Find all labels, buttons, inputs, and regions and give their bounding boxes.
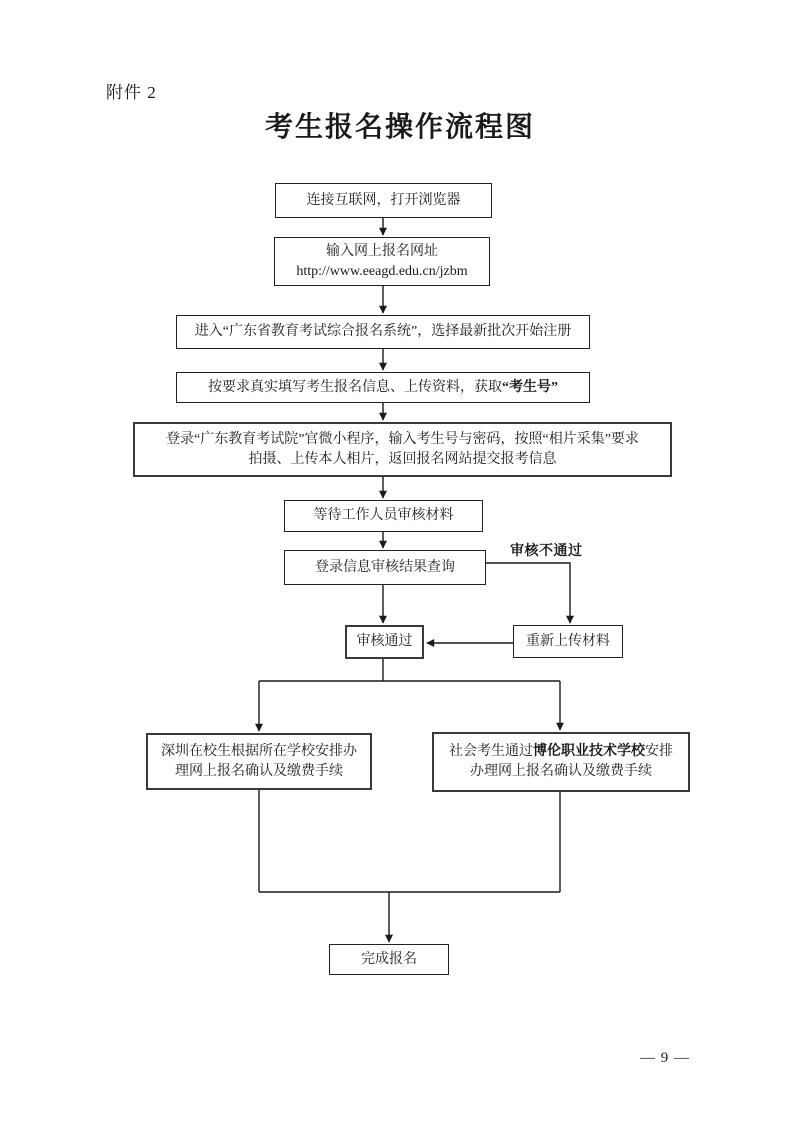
node-text-bold: “考生号”	[502, 379, 558, 395]
node-text-line2: 办理网上报名确认及缴费手续	[470, 764, 652, 779]
node-text-line1: 输入网上报名网址	[326, 243, 438, 259]
node-text: 等待工作人员审核材料	[313, 508, 454, 524]
flow-node-fill-info	[176, 372, 590, 403]
node-text-line2: 拍摄、上传本人相片，返回报名网站提交报考信息	[248, 451, 557, 467]
node-text-line2: 理网上报名确认及缴费手续	[175, 763, 343, 779]
node-text-line1: 登录“广东教育考试院”官微小程序，输入考生号与密码，按照“相片采集”要求	[166, 431, 639, 447]
attachment-label: 附件 2	[106, 83, 157, 102]
flow-node-enter-system	[176, 315, 590, 349]
flow-node-wait-review	[284, 500, 483, 532]
flow-node-reupload	[513, 625, 623, 658]
node-text: 进入“广东省教育考试综合报名系统”，选择最新批次开始注册	[194, 324, 572, 340]
page-number: — 9 —	[640, 1050, 690, 1066]
node-text: 完成报名	[361, 951, 417, 967]
flow-node-enter-url	[274, 237, 490, 286]
node-text-normal: 社会考生通过	[449, 744, 533, 760]
connector-check-to-reupload-fail	[486, 563, 570, 623]
node-text-normal: 按要求真实填写考生报名信息、上传资料，获取	[208, 379, 502, 395]
node-text: 审核通过	[356, 634, 413, 650]
flow-node-check-result	[284, 550, 486, 585]
node-text-normal: 安排	[645, 744, 673, 760]
node-text-bold: 博伦职业技术学校	[533, 744, 645, 760]
flow-node-connect-internet	[275, 183, 492, 218]
flow-node-review-pass	[345, 625, 424, 659]
node-text: 登录信息审核结果查询	[315, 559, 455, 575]
node-text-line1: 深圳在校生根据所在学校安排办	[161, 743, 357, 759]
node-text-line1	[449, 742, 673, 762]
flow-node-shenzhen-students	[146, 733, 372, 790]
page-title: 考生报名操作流程图	[264, 112, 535, 143]
node-text	[208, 378, 558, 398]
flow-label-review-fail: 审核不通过	[510, 544, 583, 559]
registration-url: http://www.eeagd.edu.cn/jzbm	[296, 263, 468, 279]
flow-node-finish	[329, 944, 449, 975]
flow-node-wechat-photo	[133, 422, 672, 477]
flow-node-social-candidates	[432, 732, 690, 792]
node-text: 连接互联网，打开浏览器	[306, 192, 461, 208]
node-text: 重新上传材料	[526, 633, 610, 649]
